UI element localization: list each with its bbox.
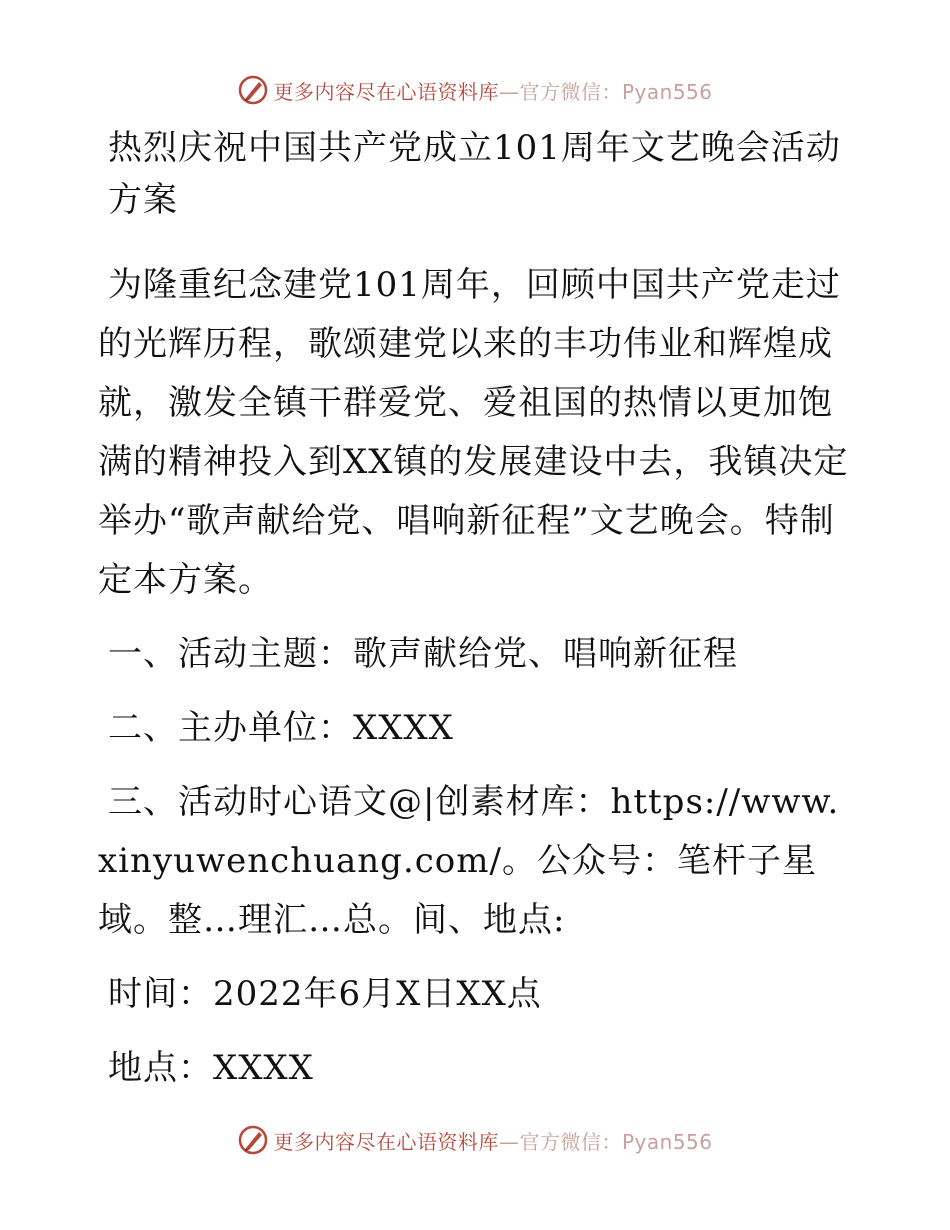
document-body: [98, 122, 858, 1098]
section-time: 时间：2022年6月X日XX点: [108, 974, 542, 1014]
section-place: 地点：XXXX: [108, 1048, 314, 1088]
document-title: 热烈庆祝中国共产党成立101周年文艺晚会活动方案: [108, 128, 841, 220]
intro-paragraph: 为隆重纪念建党101周年，回顾中国共产党走过的光辉历程，歌颂建党以来的丰功伟业和辉煌成就，激发全镇干群爱党、爱祖国的热情以更加饱满的精神投入到XX镇的发展建设中去，我镇决定举办“歌声献给党、唱响新征程”文艺晚会。特制定本方案。: [98, 265, 849, 600]
section-organizer: 二、主办单位：XXXX: [108, 708, 454, 748]
header-banner-sep: —: [498, 79, 520, 104]
section-theme: 一、活动主题：歌声献给党、唱响新征程: [108, 634, 738, 674]
header-watermark-banner: [0, 70, 950, 110]
section-time-place: 三、活动时心语文@|创素材库：https://www.xinyuwenchuang.com/。公众号：笔杆子星域。整…理汇…总。间、地点:: [98, 782, 840, 940]
footer-watermark-banner: [0, 1120, 950, 1160]
footer-banner-wechat: 官方微信：: [519, 1129, 622, 1154]
pen-seal-logo-icon: [237, 1124, 269, 1156]
pen-seal-logo-icon: [237, 74, 269, 106]
header-banner-text: [273, 76, 712, 105]
header-banner-id: Pyan556: [621, 79, 713, 104]
footer-banner-main: 更多内容尽在心语资料库: [273, 1129, 499, 1154]
header-banner-wechat: 官方微信：: [519, 79, 622, 104]
footer-banner-sep: —: [498, 1129, 520, 1154]
footer-banner-text: [273, 1126, 712, 1155]
header-banner-main: 更多内容尽在心语资料库: [273, 79, 499, 104]
footer-banner-id: Pyan556: [621, 1129, 713, 1154]
